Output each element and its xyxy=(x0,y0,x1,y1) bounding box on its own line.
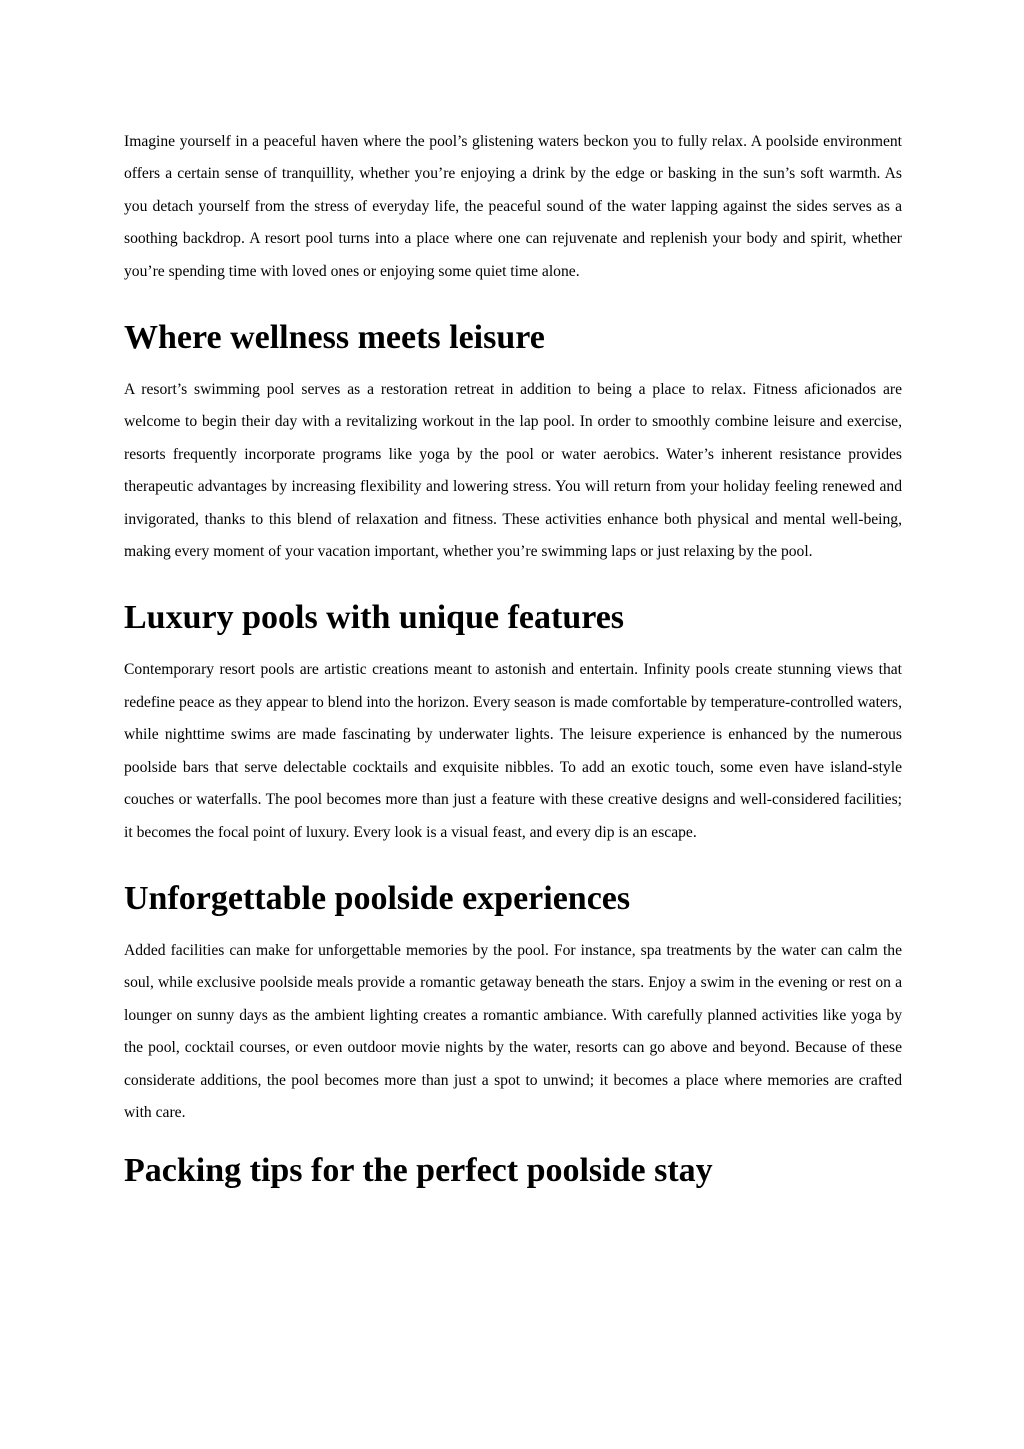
heading-luxury-pools: Luxury pools with unique features xyxy=(124,599,625,637)
heading-packing-tips: Packing tips for the perfect poolside stay xyxy=(124,1152,713,1190)
intro-paragraph: Imagine yourself in a peaceful haven where the pool’s glistening waters beckon you to fully relax. A poolside environment offers a certain sense of tranquillity, whether you’re enjoying a drink by the edge or basking in the sun’s soft warmth. As you detach yourself from the stress of everyday life, the peaceful sound of the water lapping against the sides serves as a soothing backdrop. A resort pool turns into a place where one can rejuvenate and replenish your body and spirit, whether you’re spending time with loved ones or enjoying some quiet time alone. xyxy=(124,133,902,280)
heading-unforgettable-experiences: Unforgettable poolside experiences xyxy=(124,879,631,917)
paragraph-luxury-pools: Contemporary resort pools are artistic creations meant to astonish and entertain. Infinity pools create stunning views that redefine peace as they appear to blend into the horizon. Every season is made comfortable by temperature-controlled waters, while nighttime swims are made fascinating by underwater lights. The leisure experience is enhanced by the numerous poolside bars that serve delectable cocktails and exquisite nibbles. To add an exotic touch, some even have island-style couches or waterfalls. The pool becomes more than just a feature with these creative designs and well-considered facilities; it becomes the focal point of luxury. Every look is a visual feast, and every dip is an escape. xyxy=(124,661,902,841)
heading-wellness: Where wellness meets leisure xyxy=(124,319,545,357)
paragraph-unforgettable-experiences: Added facilities can make for unforgettable memories by the pool. For instance, spa treatments by the water can calm the soul, while exclusive poolside meals provide a romantic getaway beneath the stars. Enjoy a swim in the evening or rest on a lounger on sunny days as the ambient lighting creates a romantic ambiance. With carefully planned activities like yoga by the pool, cocktail courses, or even outdoor movie nights by the water, resorts can go above and beyond. Because of these considerate additions, the pool becomes more than just a spot to unwind; it becomes a place where memories are crafted with care. xyxy=(124,941,902,1121)
paragraph-wellness: A resort’s swimming pool serves as a restoration retreat in addition to being a place to relax. Fitness aficionados are welcome to begin their day with a revitalizing workout in the lap pool. In order to smoothly combine leisure and exercise, resorts frequently incorporate programs like yoga by the pool or water aerobics. Water’s inherent resistance provides therapeutic advantages by increasing flexibility and lowering stress. You will return from your holiday feeling renewed and invigorated, thanks to this blend of relaxation and fitness. These activities enhance both physical and mental well-being, making every moment of your vacation important, whether you’re swimming laps or just relaxing by the pool. xyxy=(124,381,902,561)
document-page xyxy=(124,126,902,1191)
